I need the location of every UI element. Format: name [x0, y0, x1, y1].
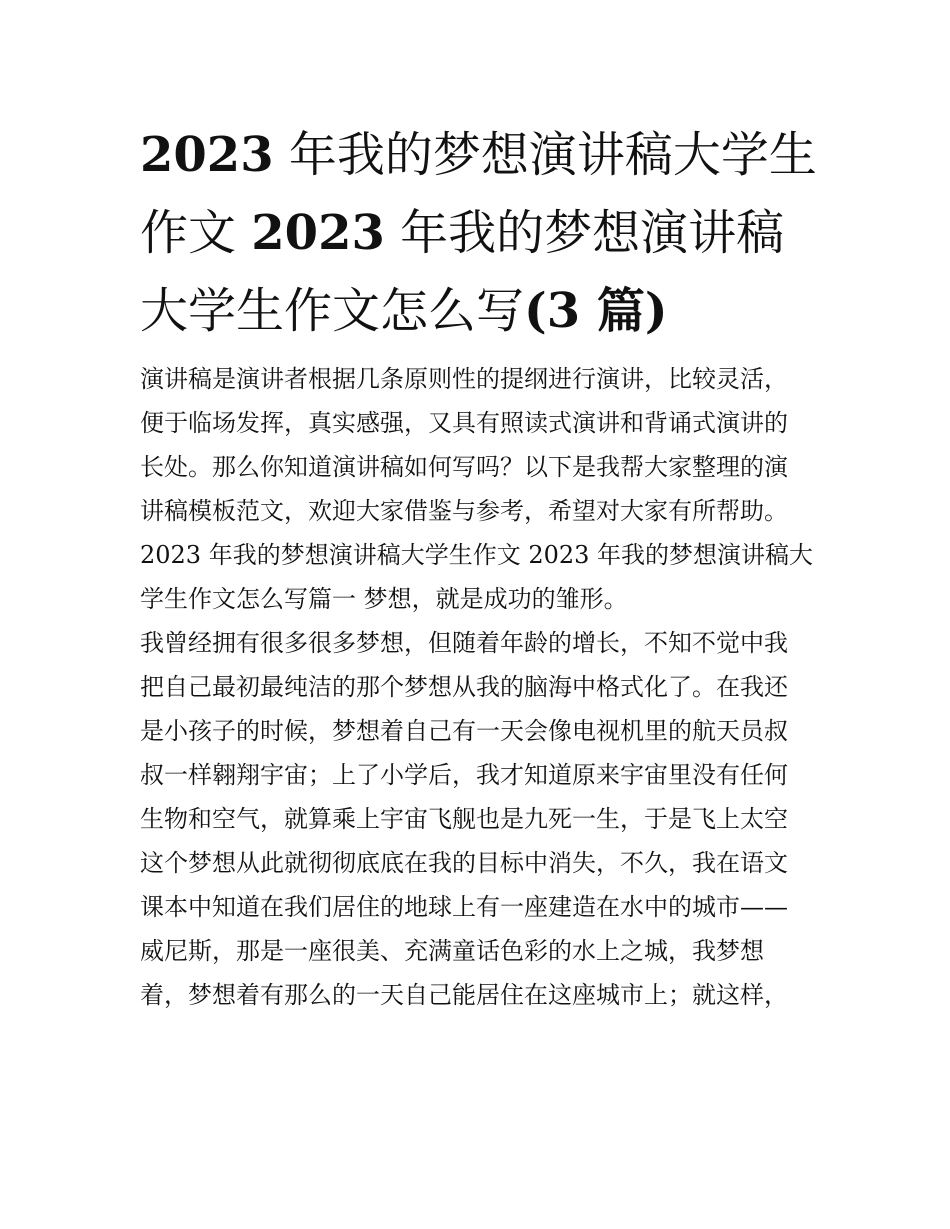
title-count: (3: [524, 283, 581, 339]
title-text-2a: 作文: [140, 205, 252, 261]
body-line: 便于临场发挥，真实感强，又具有照读式演讲和背诵式演讲的: [140, 409, 788, 437]
body-line: 2023 年我的梦想演讲稿大学生作文 2023 年我的梦想演讲稿大: [140, 541, 814, 569]
title-line-2: [140, 194, 820, 272]
title-text-3b: 篇): [580, 283, 668, 339]
body-line: 生物和空气，就算乘上宇宙飞舰也是九死一生，于是飞上太空: [140, 805, 788, 833]
title-line-3: [140, 272, 820, 350]
title-text-2b: 年我的梦想演讲稿: [384, 205, 785, 261]
document-body: [140, 357, 820, 1017]
title-text-1: 年我的梦想演讲稿大学生: [273, 127, 817, 183]
body-line: 着，梦想着有那么的一天自己能居住在这座城市上；就这样，: [140, 981, 788, 1009]
body-line: 威尼斯，那是一座很美、充满童话色彩的水上之城，我梦想: [140, 937, 764, 965]
body-line: 这个梦想从此就彻彻底底在我的目标中消失，不久，我在语文: [140, 849, 788, 877]
title-year-1: 2023: [140, 127, 274, 183]
body-line: 叔一样翱翔宇宙；上了小学后，我才知道原来宇宙里没有任何: [140, 761, 788, 789]
body-line: 长处。那么你知道演讲稿如何写吗？以下是我帮大家整理的演: [140, 453, 788, 481]
body-line: 把自己最初最纯洁的那个梦想从我的脑海中格式化了。在我还: [140, 673, 788, 701]
document-title: [140, 116, 820, 350]
title-year-2: 2023: [251, 205, 385, 261]
body-line: 是小孩子的时候，梦想着自己有一天会像电视机里的航天员叔: [140, 717, 788, 745]
title-line-1: [140, 116, 820, 194]
body-line: 讲稿模板范文，欢迎大家借鉴与参考，希望对大家有所帮助。: [140, 497, 788, 525]
title-text-3a: 大学生作文怎么写: [140, 283, 525, 339]
body-line: 学生作文怎么写篇一 梦想，就是成功的雏形。: [140, 585, 628, 613]
body-line: 我曾经拥有很多很多梦想，但随着年龄的增长，不知不觉中我: [140, 629, 788, 657]
body-line: 演讲稿是演讲者根据几条原则性的提纲进行演讲，比较灵活，: [140, 365, 788, 393]
body-line: 课本中知道在我们居住的地球上有一座建造在水中的城市——: [140, 893, 788, 921]
